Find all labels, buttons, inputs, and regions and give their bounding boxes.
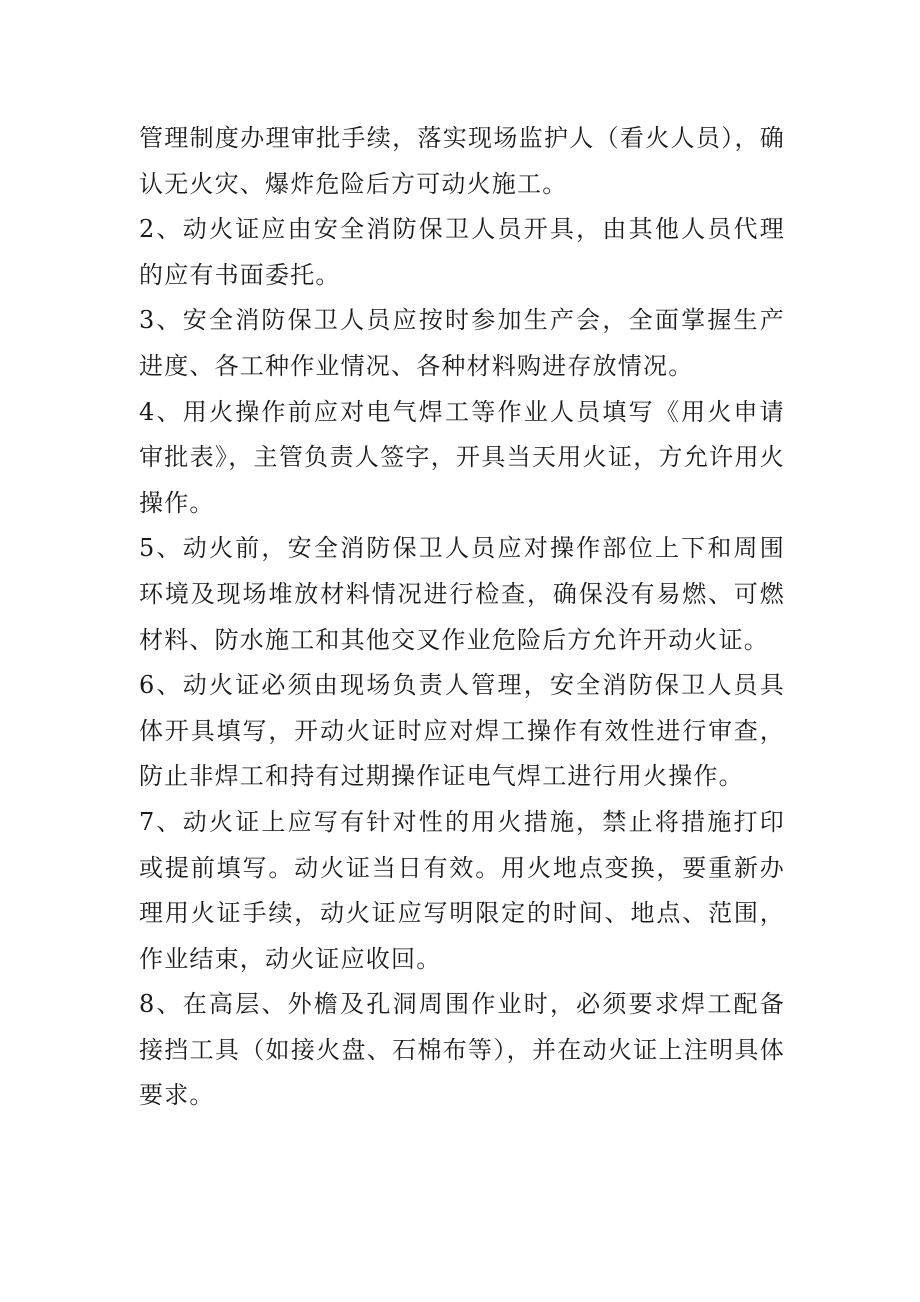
paragraph-item-2: 2、动火证应由安全消防保卫人员开具，由其他人员代理的应有书面委托。 — [139, 215, 785, 289]
paragraph-item-4: 4、用火操作前应对电气焊工等作业人员填写《用火申请审批表》，主管负责人签字，开具当天用火证，方允许用火操作。 — [139, 397, 785, 517]
paragraph-item-3: 3、安全消防保卫人员应按时参加生产会，全面掌握生产进度、各工种作业情况、各种材料购进存放情况。 — [139, 306, 785, 380]
document-body — [139, 116, 785, 1119]
paragraph-item-6: 6、动火证必须由现场负责人管理，安全消防保卫人员具体开具填写，开动火证时应对焊工操作有效性进行审查，防止非焊工和持有过期操作证电气焊工进行用火操作。 — [139, 671, 785, 791]
paragraph-item-5: 5、动火前，安全消防保卫人员应对操作部位上下和周围环境及现场堆放材料情况进行检查，确保没有易燃、可燃材料、防水施工和其他交叉作业危险后方允许开动火证。 — [139, 534, 785, 654]
paragraph-item-7: 7、动火证上应写有针对性的用火措施，禁止将措施打印或提前填写。动火证当日有效。用火地点变换，要重新办理用火证手续，动火证应写明限定的时间、地点、范围，作业结束，动火证应收回。 — [139, 807, 785, 973]
paragraph-continued: 管理制度办理审批手续，落实现场监护人（看火人员），确认无火灾、爆炸危险后方可动火施工。 — [139, 124, 785, 198]
paragraph-item-8: 8、在高层、外檐及孔洞周围作业时，必须要求焊工配备接挡工具（如接火盘、石棉布等），并在动火证上注明具体要求。 — [139, 990, 785, 1110]
